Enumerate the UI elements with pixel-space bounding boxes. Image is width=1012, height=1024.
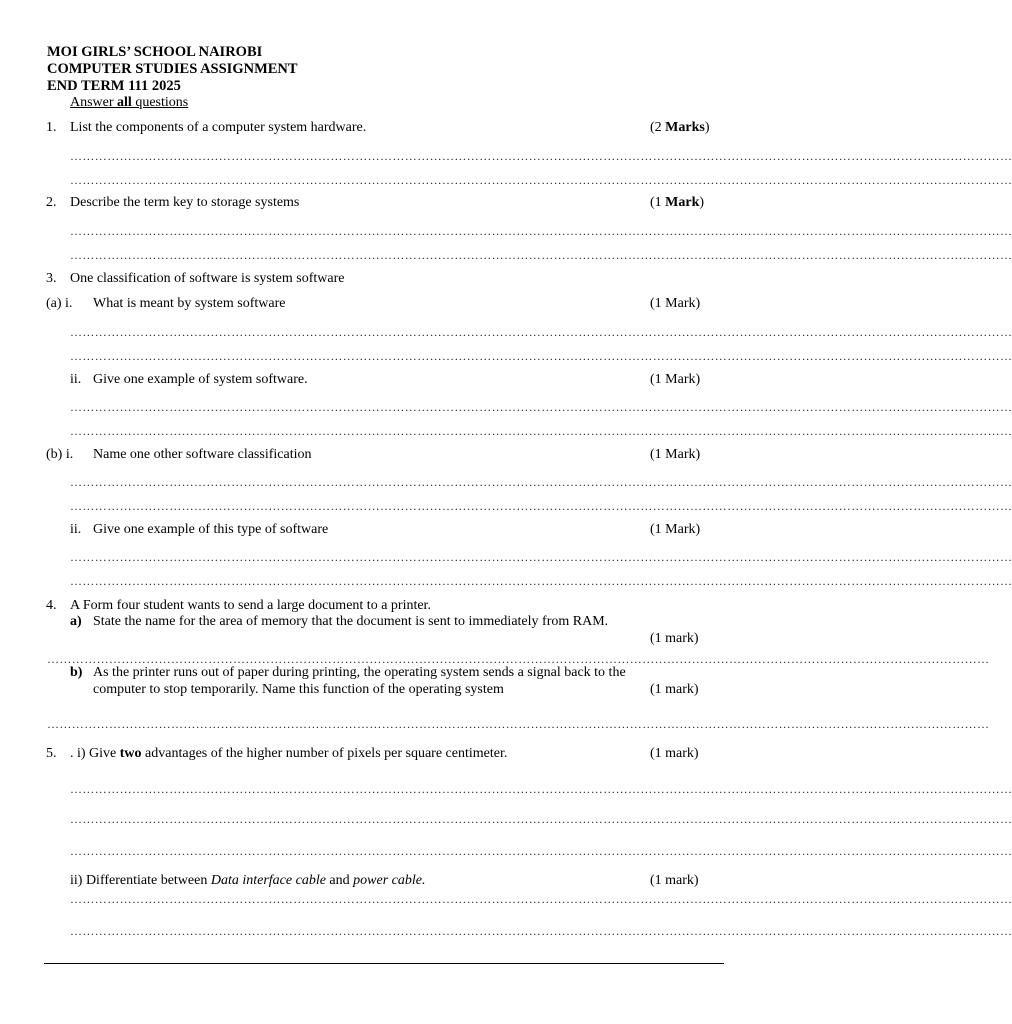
q3a-ii-marks: (1 Mark) xyxy=(650,372,701,387)
q3a-ii-label: ii. xyxy=(70,372,82,387)
q4b-label: b) xyxy=(70,665,83,680)
q3a-i-marks: (1 Mark) xyxy=(650,296,701,311)
q4a-label: a) xyxy=(70,614,82,629)
answer-line: ………………………………………………………………………………………………………………………………………………………………………………………………………… xyxy=(70,149,1012,163)
q3-number: 3. xyxy=(46,271,57,286)
q1-marks: (2 Marks) xyxy=(650,120,710,135)
q4a-marks: (1 mark) xyxy=(650,631,699,646)
q3b-ii-text: Give one example of this type of software xyxy=(93,522,329,537)
q3b-ii-marks: (1 Mark) xyxy=(650,522,701,537)
answer-line: ………………………………………………………………………………………………………………………………………………………………………………………………………… xyxy=(70,424,1012,438)
q5-ii-marks: (1 mark) xyxy=(650,873,699,888)
answer-line: ………………………………………………………………………………………………………………………………………………………………………………………………………… xyxy=(70,325,1012,339)
q4-number: 4. xyxy=(46,598,57,613)
q4a-text: State the name for the area of memory that the document is sent to immediately from RAM. xyxy=(93,614,609,629)
q4b-text-line1: As the printer runs out of paper during printing, the operating system sends a signal back to the xyxy=(93,665,626,680)
answer-line: ………………………………………………………………………………………………………………………………………………………………………………………………………… xyxy=(70,782,1012,796)
q2-number: 2. xyxy=(46,195,57,210)
answer-line: ………………………………………………………………………………………………………………………………………………………………………………………………………… xyxy=(70,224,1012,238)
school-name: MOI GIRLS’ SCHOOL NAIROBI xyxy=(47,44,263,60)
q2-marks: (1 Mark) xyxy=(650,195,705,210)
answer-line: ………………………………………………………………………………………………………………………………………………………………………………………………………… xyxy=(70,400,1012,414)
q5-i-text: . i) Give two advantages of the higher number of pixels per square centimeter. xyxy=(70,746,508,761)
q1-text: List the components of a computer system hardware. xyxy=(70,120,367,135)
answer-line: ………………………………………………………………………………………………………………………………………………………………………………………………………… xyxy=(70,844,1012,858)
answer-line: ………………………………………………………………………………………………………………………………………………………………………………………………………… xyxy=(70,248,1012,262)
assignment-title: COMPUTER STUDIES ASSIGNMENT xyxy=(47,61,298,77)
q4b-text-line2: computer to stop temporarily. Name this function of the operating system xyxy=(93,682,504,697)
term-title: END TERM 111 2025 xyxy=(47,78,181,94)
q3a-label: (a) i. xyxy=(46,296,73,311)
q3-text: One classification of software is system software xyxy=(70,271,345,286)
q3b-label: (b) i. xyxy=(46,447,74,462)
q2-text: Describe the term key to storage systems xyxy=(70,195,300,210)
q1-number: 1. xyxy=(46,120,57,135)
q3b-i-text: Name one other software classification xyxy=(93,447,312,462)
q5-ii-text: ii) Differentiate between Data interface cable and power cable. xyxy=(70,873,426,888)
q3a-ii-text: Give one example of system software. xyxy=(93,372,308,387)
q4b-marks: (1 mark) xyxy=(650,682,699,697)
answer-line: ………………………………………………………………………………………………………………………………………………………………………………………………………… xyxy=(70,550,1012,564)
answer-line: ………………………………………………………………………………………………………………………………………………………………………………………………………… xyxy=(70,924,1012,938)
instructions: Answer all questions xyxy=(70,95,189,110)
answer-line: ………………………………………………………………………………………………………………………………………………………………………………………………………… xyxy=(70,499,1012,513)
q4-text: A Form four student wants to send a large document to a printer. xyxy=(70,598,431,613)
q3a-i-text: What is meant by system software xyxy=(93,296,286,311)
q3b-ii-label: ii. xyxy=(70,522,82,537)
q5-number: 5. xyxy=(46,746,57,761)
answer-line: ………………………………………………………………………………………………………………………………………………………………………………………………………… xyxy=(70,349,1012,363)
answer-line: ………………………………………………………………………………………………………………………………………………………………………………………………………… xyxy=(70,574,1012,588)
answer-line: ………………………………………………………………………………………………………………………………………………………………………………………………………… xyxy=(70,812,1012,826)
q5-i-marks: (1 mark) xyxy=(650,746,699,761)
answer-line: ………………………………………………………………………………………………………………………………………………………………………………………………………… xyxy=(70,173,1012,187)
answer-line: ………………………………………………………………………………………………………………………………………………………………………………………………………… xyxy=(47,717,990,731)
q3b-i-marks: (1 Mark) xyxy=(650,447,701,462)
answer-line: ………………………………………………………………………………………………………………………………………………………………………………………………………… xyxy=(70,475,1012,489)
answer-line: ………………………………………………………………………………………………………………………………………………………………………………………………………… xyxy=(47,652,990,666)
answer-line: ………………………………………………………………………………………………………………………………………………………………………………………………………… xyxy=(70,892,1012,906)
footer-rule xyxy=(44,963,724,964)
